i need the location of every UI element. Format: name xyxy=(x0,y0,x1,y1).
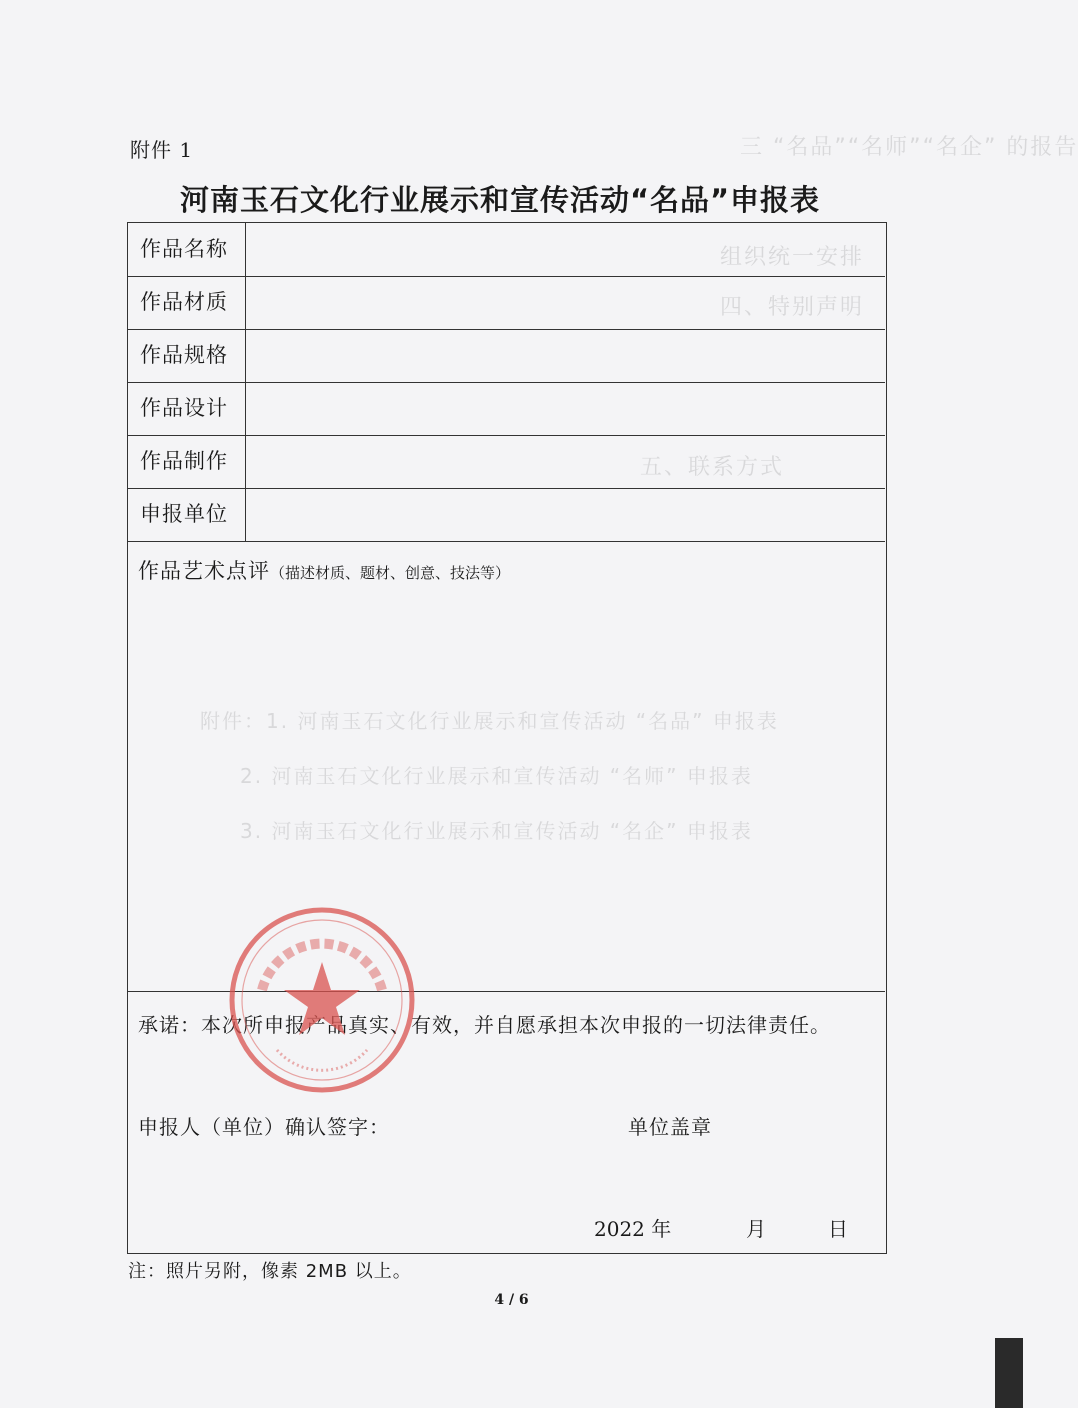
row-work-production xyxy=(128,435,885,489)
field-work-name[interactable] xyxy=(247,223,885,276)
field-work-design[interactable] xyxy=(247,382,885,435)
form-title: 河南玉石文化行业展示和宣传活动“名品”申报表 xyxy=(179,183,821,217)
date-month: 月 xyxy=(746,1217,766,1241)
bleed-through-text: 三 “名品”“名师”“名企” 的报告 xyxy=(740,135,1078,160)
row-work-spec xyxy=(128,329,885,383)
seal-star-icon xyxy=(284,962,360,1035)
date-day: 日 xyxy=(828,1217,848,1241)
bleed-through-text: 五、联系方式 xyxy=(640,455,785,480)
art-review-title: 作品艺术点评 xyxy=(138,559,270,583)
art-review-hint: （描述材质、题材、创意、技法等） xyxy=(270,564,511,582)
label-work-design: 作品设计 xyxy=(128,382,246,435)
signer-label: 申报人（单位）确认签字： xyxy=(138,1115,390,1139)
row-work-material xyxy=(128,276,885,330)
official-seal-stamp xyxy=(222,900,422,1100)
label-work-material: 作品材质 xyxy=(128,276,246,329)
label-work-name: 作品名称 xyxy=(128,223,246,276)
bleed-through-text: 2. 河南玉石文化行业展示和宣传活动 “名师” 申报表 xyxy=(240,764,753,788)
bleed-through-text: 附件：1. 河南玉石文化行业展示和宣传活动 “名品” 申报表 xyxy=(200,709,779,733)
pledge-statement: 承诺：本次所申报产品真实、有效，并自愿承担本次申报的一切法律责任。 xyxy=(138,1013,831,1037)
bleed-through-text: 组织统一安排 xyxy=(720,245,865,270)
art-review-label xyxy=(138,555,510,585)
label-work-spec: 作品规格 xyxy=(128,329,246,382)
page-number: 4 / 6 xyxy=(494,1292,529,1308)
field-work-production[interactable] xyxy=(247,435,885,488)
bleed-through-text: 四、特别声明 xyxy=(720,295,865,320)
footnote: 注：照片另附，像素 2MB 以上。 xyxy=(128,1261,412,1282)
bleed-through-text: 3. 河南玉石文化行业展示和宣传活动 “名企” 申报表 xyxy=(240,819,753,843)
field-work-spec[interactable] xyxy=(247,329,885,382)
label-applicant-unit: 申报单位 xyxy=(128,488,246,541)
date-year: 2022 年 xyxy=(594,1217,672,1241)
label-work-production: 作品制作 xyxy=(128,435,246,488)
seal-label: 单位盖章 xyxy=(628,1115,712,1139)
attachment-number: 附件 1 xyxy=(130,138,194,162)
field-work-material[interactable] xyxy=(247,276,885,329)
field-applicant-unit[interactable] xyxy=(247,488,885,541)
row-work-name xyxy=(128,223,885,277)
row-work-design xyxy=(128,382,885,436)
scan-edge-mark xyxy=(995,1338,1023,1408)
row-applicant-unit xyxy=(128,488,885,542)
